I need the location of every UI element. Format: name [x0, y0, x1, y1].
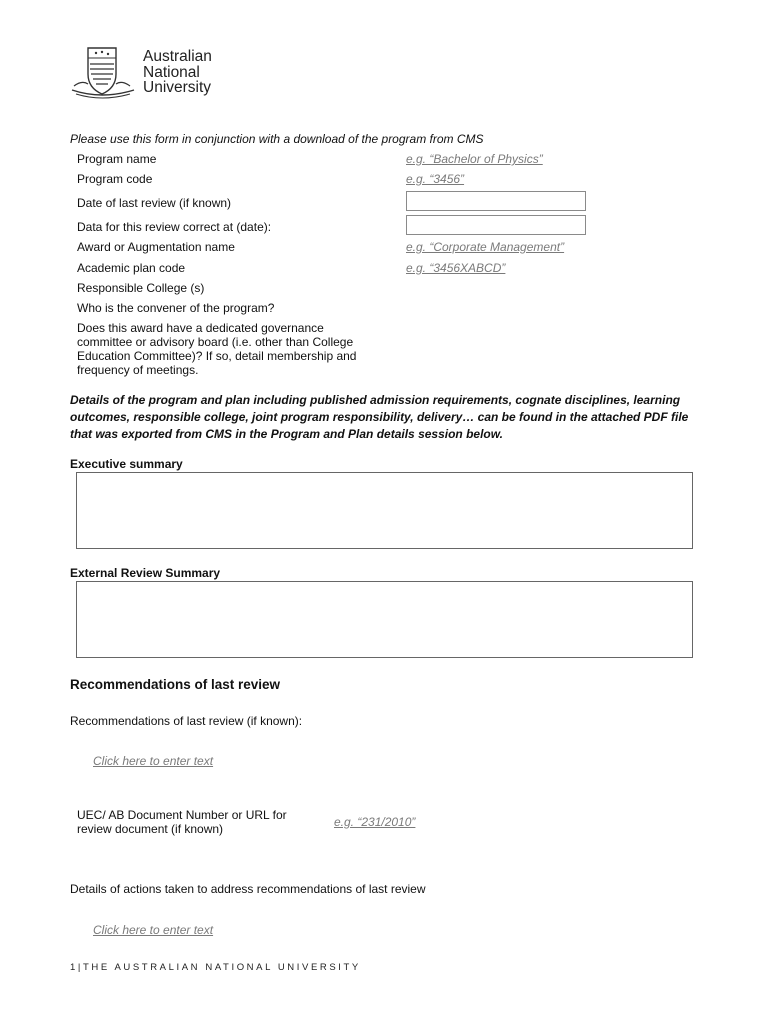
executive-summary-label: Executive summary: [70, 457, 183, 471]
actions-prompt: Details of actions taken to address recommendations of last review: [70, 882, 426, 896]
external-review-box[interactable]: [76, 581, 693, 658]
recommendations-text-field[interactable]: Click here to enter text: [93, 754, 214, 768]
executive-summary-box[interactable]: [76, 472, 693, 549]
convener-label: Who is the convener of the program?: [77, 301, 275, 315]
plan-code-label: Academic plan code: [77, 261, 186, 275]
governance-label: Does this award have a dedicated governance committee or advisory board (i.e. other than College Education Committee)? If so, detail membership and frequency of meetings.: [77, 321, 357, 377]
data-correct-at-field[interactable]: [406, 215, 586, 235]
date-last-review-label: Date of last review (if known): [77, 196, 232, 210]
uec-document-value[interactable]: e.g. “231/2010”: [334, 815, 416, 829]
recommendations-prompt: Recommendations of last review (if known):: [70, 714, 303, 728]
uec-document-label: UEC/ AB Document Number or URL for review document (if known): [77, 808, 287, 836]
responsible-college-label: Responsible College (s): [77, 281, 205, 295]
award-name-label: Award or Augmentation name: [77, 240, 235, 254]
date-last-review-field[interactable]: [406, 191, 586, 211]
program-code-label: Program code: [77, 172, 153, 186]
external-review-label: External Review Summary: [70, 566, 221, 580]
details-note: Details of the program and plan including published admission requirements, cognate disciplines, learning outcomes, responsible college, joint program responsibility, delivery… can be found in the attached PDF file that was exported from CMS in the Program and Plan details session below.: [70, 393, 689, 441]
program-name-value[interactable]: e.g. “Bachelor of Physics”: [406, 152, 543, 166]
award-name-value[interactable]: e.g. “Corporate Management”: [406, 240, 565, 254]
data-correct-at-label: Data for this review correct at (date):: [77, 220, 272, 234]
plan-code-value[interactable]: e.g. “3456XABCD”: [406, 261, 506, 275]
intro-text: Please use this form in conjunction with a download of the program from CMS: [70, 132, 484, 146]
recommendations-heading: Recommendations of last review: [70, 677, 281, 692]
actions-text-field[interactable]: Click here to enter text: [93, 923, 214, 937]
page-footer: 1|THE AUSTRALIAN NATIONAL UNIVERSITY: [70, 962, 361, 973]
program-code-value[interactable]: e.g. “3456”: [406, 172, 465, 186]
program-name-label: Program name: [77, 152, 157, 166]
anu-crest-icon: [70, 44, 138, 100]
university-name: Australian National University: [143, 48, 212, 96]
